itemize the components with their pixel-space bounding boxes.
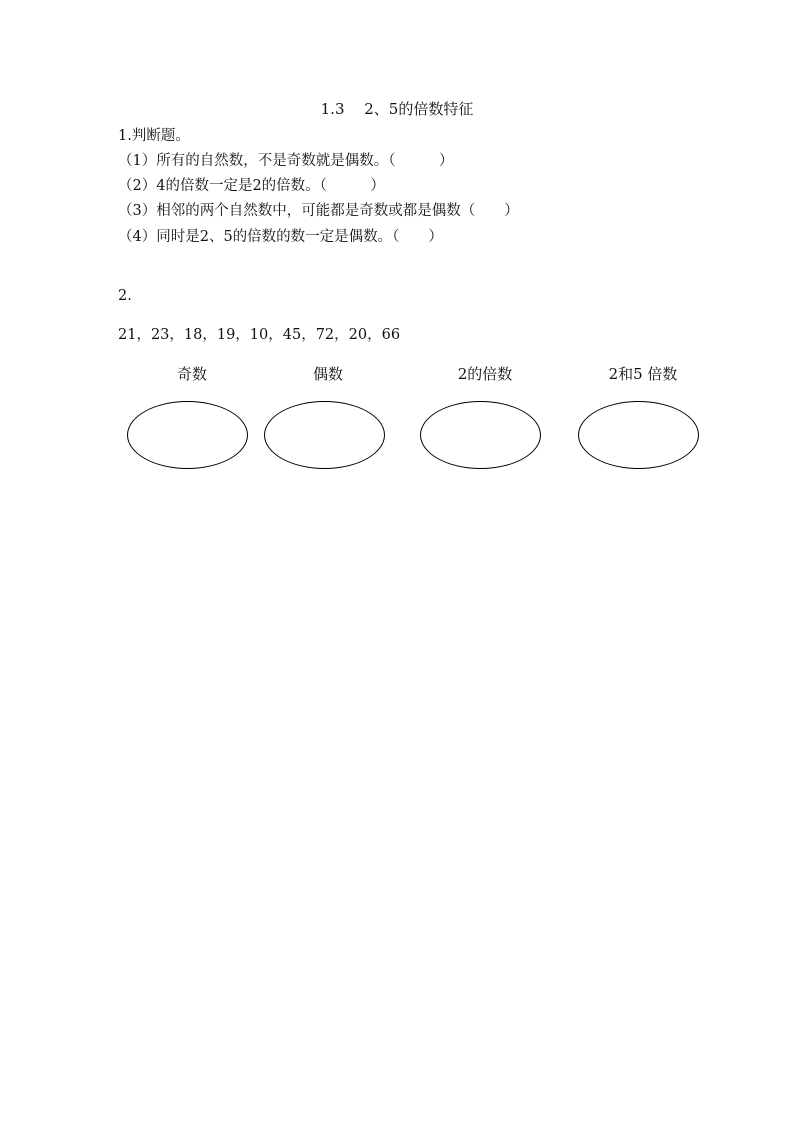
answer-oval-multiple-of-2[interactable]	[420, 401, 541, 469]
category-label-odd: 奇数	[176, 365, 207, 383]
category-label-multiple-of-2: 2的倍数	[457, 365, 513, 383]
question-1-item-4: （4）同时是2、5的倍数的数一定是偶数。（ ）	[118, 229, 443, 245]
category-label-even: 偶数	[312, 365, 343, 383]
answer-oval-even[interactable]	[264, 401, 385, 469]
question-2-numbers: 21，23，18，19，10，45，72，20，66	[118, 327, 401, 343]
question-1-item-2: （2）4的倍数一定是2的倍数。（ ）	[118, 178, 385, 194]
page-title: 1.3 2、5的倍数特征	[320, 100, 474, 118]
category-label-multiple-of-2-and-5: 2和5 倍数	[608, 365, 678, 383]
answer-oval-multiple-of-2-and-5[interactable]	[578, 401, 699, 469]
answer-oval-odd[interactable]	[127, 401, 248, 469]
question-1-heading: 1.判断题。	[118, 128, 190, 144]
question-2-heading: 2.	[118, 288, 132, 304]
question-1-item-1: （1）所有的自然数，不是奇数就是偶数。（ ）	[118, 153, 454, 169]
question-1-item-3: （3）相邻的两个自然数中，可能都是奇数或都是偶数（ ）	[118, 203, 519, 219]
